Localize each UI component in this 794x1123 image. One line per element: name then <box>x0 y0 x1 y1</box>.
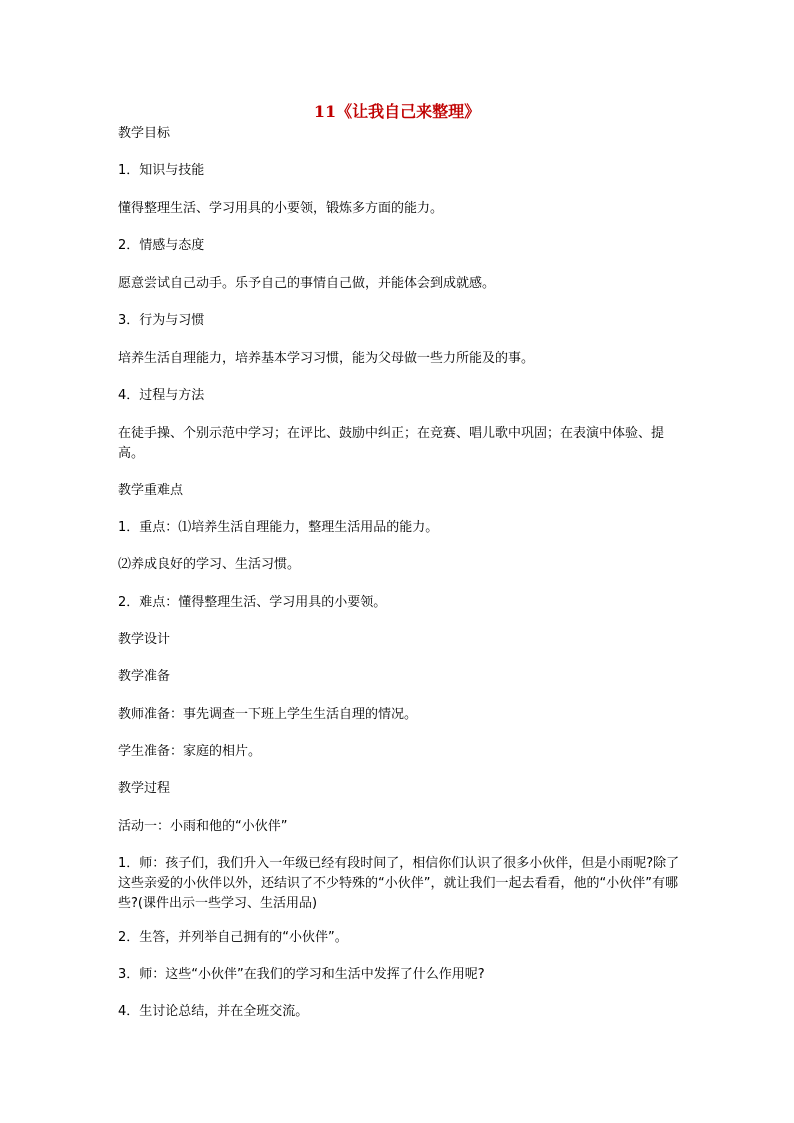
heading-teaching-preparation: 教学准备 <box>118 669 171 684</box>
heading-activity-one: 活动一：小雨和他的“小伙伴” <box>118 819 288 834</box>
subheading-emotion-attitude: 2．情感与态度 <box>118 238 205 253</box>
subheading-knowledge-skills: 1．知识与技能 <box>118 163 205 178</box>
subheading-process-method: 4．过程与方法 <box>118 388 205 403</box>
heading-teaching-goals: 教学目标 <box>118 126 171 141</box>
paragraph-teacher-question: 3．师：这些“小伙伴”在我们的学习和生活中发挥了什么作用呢? <box>118 967 485 982</box>
paragraph-behavior-habits: 培养生活自理能力，培养基本学习习惯，能为父母做一些力所能及的事。 <box>118 351 535 366</box>
paragraph-key-point-2: ⑵养成良好的学习、生活习惯。 <box>118 557 301 572</box>
paragraph-difficult-point: 2．难点：懂得整理生活、学习用具的小要领。 <box>118 595 387 610</box>
paragraph-student-answer: 2．生答，并列举自己拥有的“小伙伴”。 <box>118 930 348 945</box>
paragraph-teacher-preparation: 教师准备：事先调查一下班上学生生活自理的情况。 <box>118 707 418 722</box>
heading-teaching-process: 教学过程 <box>118 781 171 796</box>
document-title: 11《让我自己来整理》 <box>313 102 481 121</box>
heading-key-difficult-points: 教学重难点 <box>118 483 184 498</box>
subheading-behavior-habits: 3．行为与习惯 <box>118 313 205 328</box>
paragraph-teacher-intro: 1．师：孩子们，我们升入一年级已经有段时间了，相信你们认识了很多小伙伴，但是小雨呢?除了这些亲爱的小伙伴以外，还结识了不少特殊的“小伙伴”，就让我们一起去看看，他的“小伙伴”有哪些?(课件出示一些学习、生活用品) <box>118 856 680 911</box>
paragraph-student-preparation: 学生准备：家庭的相片。 <box>118 744 262 759</box>
paragraph-process-method: 在徒手操、个别示范中学习；在评比、鼓励中纠正；在竞赛、唱儿歌中巩固；在表演中体验、提高。 <box>118 426 665 461</box>
heading-teaching-design: 教学设计 <box>118 632 171 647</box>
paragraph-key-point: 1．重点：⑴培养生活自理能力，整理生活用品的能力。 <box>118 520 439 535</box>
paragraph-student-discussion: 4．生讨论总结，并在全班交流。 <box>118 1004 309 1019</box>
paragraph-knowledge-skills: 懂得整理生活、学习用具的小要领，锻炼多方面的能力。 <box>118 201 444 216</box>
paragraph-emotion-attitude: 愿意尝试自己动手。乐予自己的事情自己做，并能体会到成就感。 <box>118 276 496 291</box>
